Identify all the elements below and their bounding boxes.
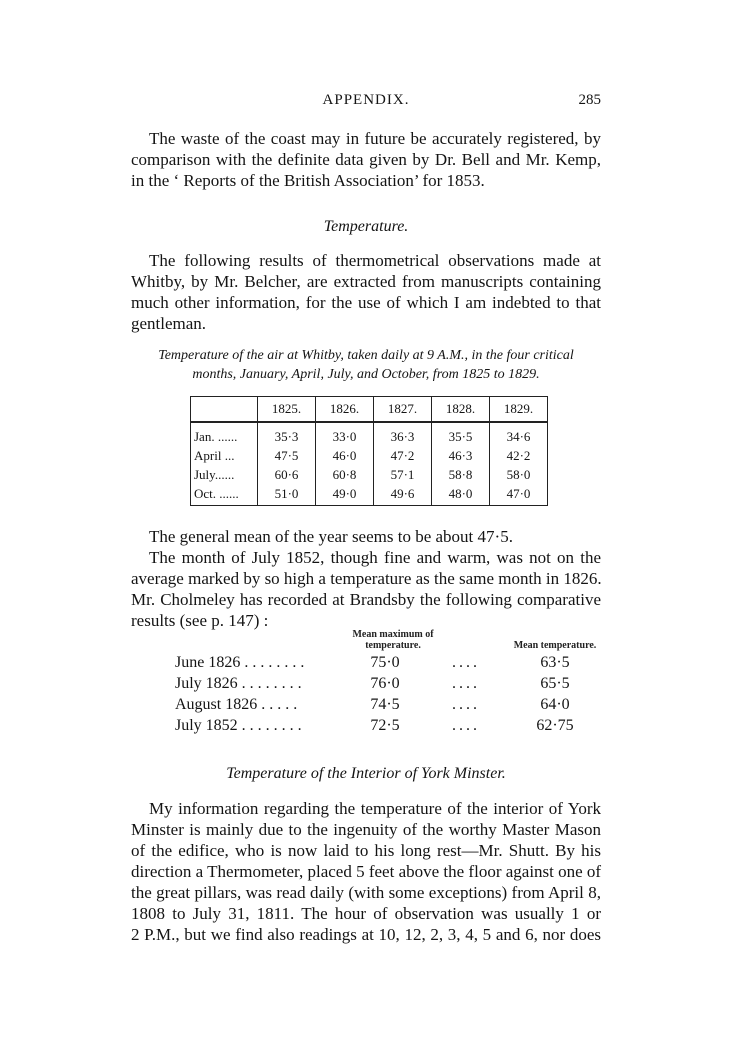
table-cell: 60·8 [316, 465, 374, 484]
mean-maximum-value: 75·0 [370, 654, 400, 671]
table-cell: 33·0 [316, 422, 374, 446]
comparison-row [175, 717, 605, 738]
table-cell: 42·2 [490, 446, 548, 465]
caption-line: Temperature of the air at Whitby, taken daily at 9 A.M., in the four critical [158, 348, 574, 363]
table-cell: 49·0 [316, 484, 374, 506]
table-cell: 47·2 [374, 446, 432, 465]
header-line: Mean maximum of [352, 629, 434, 640]
table-cell: 46·0 [316, 446, 374, 465]
table-cell: 36·3 [374, 422, 432, 446]
mean-maximum-value: 76·0 [370, 675, 400, 692]
year-header: 1828. [432, 397, 490, 423]
year-header: 1826. [316, 397, 374, 423]
text-line: The month of July 1852, though fine and warm, was not on the [149, 548, 601, 567]
text-line: gentleman. [131, 314, 207, 333]
comparison-row [175, 654, 605, 675]
paragraph-whitby-observations [131, 250, 601, 334]
text-line: My information regarding the temperature of the interior of York [149, 799, 601, 818]
table-header-row [191, 397, 548, 423]
text-line: much other information, for the use of which I am indebted to that [131, 293, 601, 312]
leader-dots: .... [452, 675, 480, 692]
table-cell: 46·3 [432, 446, 490, 465]
text-line: comparison with the definite data given by Dr. Bell and Mr. Kemp, [131, 150, 601, 169]
comparison-header-max [318, 629, 468, 651]
year-header: 1829. [490, 397, 548, 423]
text-line: 1808 to July 31, 1811. The hour of observation was usually 1 or [131, 904, 601, 923]
table-cell: 58·0 [490, 465, 548, 484]
text-line: direction a Thermometer, placed 5 feet above the floor against one of [131, 862, 602, 881]
text-line: 2 P.M., but we find also readings at 10, 12, 2, 3, 4, 5 and 6, nor does [131, 925, 601, 944]
mean-temperature-value: 65·5 [540, 675, 570, 692]
table-cell: 35·3 [258, 422, 316, 446]
table-cell: 34·6 [490, 422, 548, 446]
paragraph-york-minster [131, 798, 601, 945]
table-row [191, 446, 548, 465]
caption-line: months, January, April, July, and October, from 1825 to 1829. [192, 367, 540, 382]
table-row [191, 484, 548, 506]
month-label: April ... [191, 446, 258, 465]
section-heading-york-minster: Temperature of the Interior of York Minster. [226, 765, 506, 782]
year-header: 1827. [374, 397, 432, 423]
page-number: 285 [578, 92, 601, 108]
table-cell: 47·5 [258, 446, 316, 465]
table-corner-cell [191, 397, 258, 423]
month-label: Oct. ...... [191, 484, 258, 506]
table-cell: 48·0 [432, 484, 490, 506]
table-cell: 47·0 [490, 484, 548, 506]
comparison-label: July 1852 . . . . . . . . [175, 717, 302, 734]
text-line: the great pillars, was read daily (with some exceptions) from April 8, [131, 883, 601, 902]
paragraph-coast-waste [131, 128, 601, 191]
mean-temperature-value: 62·75 [536, 717, 574, 734]
text-line: The general mean of the year seems to be about 47·5. [149, 527, 513, 546]
running-head-title: APPENDIX. [322, 92, 410, 108]
comparison-label: July 1826 . . . . . . . . [175, 675, 302, 692]
text-line: The following results of thermometrical observations made at [149, 251, 601, 270]
comparison-row [175, 675, 605, 696]
table-cell: 51·0 [258, 484, 316, 506]
leader-dots: .... [452, 717, 480, 734]
running-head [131, 92, 601, 112]
section-heading-temperature: Temperature. [323, 218, 409, 235]
table-caption [131, 346, 601, 384]
table-row [191, 422, 548, 446]
text-line: of the edifice, who is now laid to his long rest—Mr. Shutt. By his [131, 841, 601, 860]
comparison-header-mean: Mean temperature. [513, 640, 597, 651]
leader-dots: .... [452, 696, 480, 713]
comparison-row [175, 696, 605, 717]
table-row [191, 465, 548, 484]
mean-maximum-value: 74·5 [370, 696, 400, 713]
month-label: July...... [191, 465, 258, 484]
text-line: in the ‘ Reports of the British Association’ for 1853. [131, 171, 485, 190]
whitby-temperature-table [190, 396, 548, 506]
table-cell: 57·1 [374, 465, 432, 484]
mean-temperature-value: 64·0 [540, 696, 570, 713]
text-line: Whitby, by Mr. Belcher, are extracted from manuscripts containing [131, 272, 601, 291]
year-header: 1825. [258, 397, 316, 423]
text-line: Mr. Cholmeley has recorded at Brandsby the following comparative [131, 590, 601, 609]
table-cell: 49·6 [374, 484, 432, 506]
mean-maximum-value: 72·5 [370, 717, 400, 734]
table-cell: 58·8 [432, 465, 490, 484]
leader-dots: .... [452, 654, 480, 671]
comparison-label: August 1826 . . . . . [175, 696, 298, 713]
mean-temperature-value: 63·5 [540, 654, 570, 671]
table-cell: 60·6 [258, 465, 316, 484]
month-label: Jan. ...... [191, 422, 258, 446]
text-line: The waste of the coast may in future be accurately registered, by [149, 129, 601, 148]
text-line: average marked by so high a temperature as the same month in 1826. [131, 569, 602, 588]
header-line: temperature. [365, 640, 421, 651]
table-cell: 35·5 [432, 422, 490, 446]
text-line: results (see p. 147) : [131, 611, 269, 630]
text-line: Minster is mainly due to the ingenuity of the worthy Master Mason [131, 820, 601, 839]
comparison-label: June 1826 . . . . . . . . [175, 654, 305, 671]
paragraph-general-mean [131, 526, 601, 547]
paragraph-july-1852 [131, 547, 601, 631]
